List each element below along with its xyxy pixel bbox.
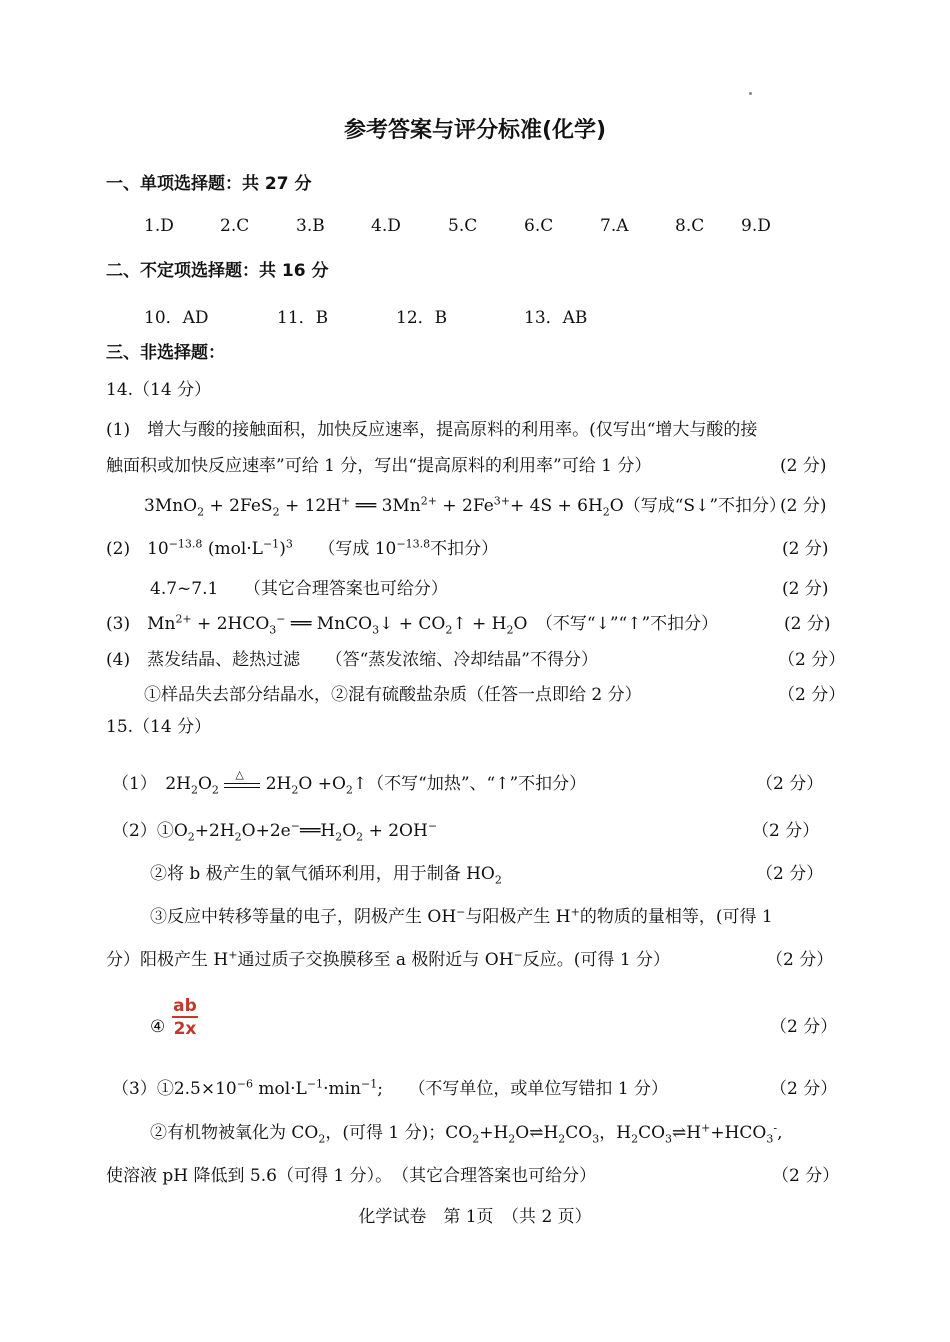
answer-2: 2.C (220, 216, 250, 236)
q15-p2-line3: ③反应中转移等量的电子，阴极产生 OH−与阳极产生 H+的物质的量相等，(可得 1 (150, 905, 773, 927)
q15-p2c-text2: 与阳极产生 H (465, 907, 571, 927)
q14-p2-note2: 不扣分） (430, 539, 499, 559)
q14-eq1-note: （写成“S↓”不扣分） (623, 496, 787, 516)
answer-12: 12．B (396, 308, 448, 328)
q15-p3b-text2: ，(可得 1 分)； (325, 1123, 446, 1143)
q15-p3a-score: （2 分） (770, 1079, 838, 1099)
q14-p4-line1: (4) 蒸发结晶、趁热过滤 （答“蒸发浓缩、冷却结晶”不得分） (106, 650, 598, 670)
section1-heading: 一、单项选择题：共 27 分 (106, 174, 312, 194)
answer-11: 11．B (277, 308, 329, 328)
q14-p3-score: (2 分) (784, 614, 831, 634)
q14-heading: 14.（14 分） (106, 380, 212, 400)
q15-p3b-text1: ②有机物被氧化为 CO (150, 1123, 319, 1143)
q15-p2d-text2: 通过质子交换膜移至 a 极附近与 OH (237, 950, 514, 970)
q15-p3-line3: 使溶液 pH 降低到 5.6（可得 1 分）。 （其它合理答案也可给分） (106, 1166, 597, 1186)
answer-9: 9.D (741, 216, 771, 236)
section2-heading: 二、不定项选择题：共 16 分 (106, 261, 329, 281)
q14-p2-score: (2 分) (782, 539, 829, 559)
fraction-ab-over-2x (172, 996, 198, 1040)
answer-3: 3.B (296, 216, 325, 236)
q15-p3-line1: $(3)①2.5\times 10^{-6}$ $mol\cdot L^{-1}\cdot\min^{-1}$; （不写单位，或单位写错扣 1 分） (112, 1077, 669, 1099)
heat-arrow-icon: △ (224, 778, 260, 792)
stray-dot (749, 92, 752, 95)
q15-p2d-text1: 分）阳极产生 H (106, 950, 229, 970)
page-title: 参考答案与评分标准(化学) (343, 118, 607, 143)
q14-p4-line2: ①样品失去部分结晶水，②混有硫酸盐杂质（任答一点即给 2 分） (144, 685, 642, 705)
q15-p2b-score: （2 分） (756, 864, 824, 884)
q15-p2b-text: ②将 b 极产生的氧气循环利用，用于制备 H (150, 864, 481, 884)
q15-p2-line4: 分）阳极产生 H+通过质子交换膜移至 a 极附近与 OH−反应。(可得 1 分） (106, 948, 671, 970)
q15-p2d-score: （2 分） (766, 950, 834, 970)
q14-eq1-score: (2 分) (780, 496, 827, 516)
q15-p3c-score: （2 分） (772, 1166, 840, 1186)
answer-4: 4.D (371, 216, 401, 236)
fraction-denominator: 2x (173, 1019, 197, 1039)
section3-heading: 三、非选择题： (106, 343, 225, 363)
q15-p3-line2: ②有机物被氧化为 $CO_2$，(可得 1 分)；$CO_2+H_2O\rightleftharpoons H_2CO_3$，$H_2CO_3\rightleftharpoons H^++HCO_3^-$, (150, 1121, 783, 1146)
fraction-numerator: ab (173, 996, 197, 1016)
q15-p2a-score: （2 分） (752, 821, 820, 841)
q15-p2c-text3: 的物质的量相等，(可得 1 (579, 907, 773, 927)
q14-p2-line2: 4.7~7.1 （其它合理答案也可给分） (150, 579, 448, 599)
q14-p1-score: (2 分) (780, 456, 827, 476)
q15-p1-note: （不写“加热”、“↑”不扣分） (367, 774, 587, 794)
q15-p2d-text3: 反应。(可得 1 分） (522, 950, 671, 970)
q15-p1-score: （2 分） (756, 774, 824, 794)
q14-p2-note: （写成 10 (326, 539, 397, 559)
q15-p2-line2: ②将 b 极产生的氧气循环利用，用于制备 $HO_2$ (150, 864, 502, 887)
q14-p1-line2: 触面积或加快反应速率”可给 1 分，写出“提高原料的利用率”可给 1 分） (106, 456, 652, 476)
answer-6: 6.C (524, 216, 554, 236)
page-footer: 化学试卷 第 1页 （共 2 页） (358, 1207, 592, 1227)
q14-p2-line1: (2) $10^{-13.8}$ $(mol\cdot L^{-1})^3$ （写成 $10^{-13.8}$不扣分） (106, 537, 499, 559)
q15-p3a-note: （不写单位，或单位写错扣 1 分） (416, 1079, 669, 1099)
q15-p1-line: （1） $2H_2O_2$ △ $2H_2O$ $+O_2↑$（不写“加热”、“↑”不扣分） (112, 767, 587, 797)
q14-equation-1: 3MnO$_2$ + 2FeS$_2$ + 12H+ ══ $3Mn^{2+} + 2Fe^{3+}+ 4S + 6H_2O$（写成“S↓”不扣分） (144, 494, 787, 519)
q15-p2e-score: （2 分） (770, 1017, 838, 1037)
answer-1: 1.D (144, 216, 174, 236)
answer-5: 5.C (448, 216, 478, 236)
answer-7: 7.A (600, 216, 629, 236)
answer-8: 8.C (675, 216, 705, 236)
q15-p2c-text1: ③反应中转移等量的电子，阴极产生 OH (150, 907, 457, 927)
q14-p4-score: （2 分） (778, 650, 846, 670)
answer-13: 13．AB (524, 308, 588, 328)
q14-p3-note: （不写“↓”“↑”不扣分） (544, 614, 719, 634)
q15-p2-line1: $(2)①O_2+2H_2O+2e^-══H_2O_2 + 2OH^-$ (112, 819, 438, 844)
q14-p3-line: (3) $Mn^{2+} + 2HCO_3^-$ ══ MnCO$_3$↓ + $CO_2↑ + H_2O$ （不写“↓”“↑”不扣分） (106, 612, 719, 637)
circled-4: ④ (150, 1017, 166, 1037)
q14-p4b-score: （2 分） (778, 685, 846, 705)
q14-p1-line1: (1) 增大与酸的接触面积，加快反应速率，提高原料的利用率。(仅写出“增大与酸的接 (106, 420, 758, 440)
q14-p2b-score: (2 分) (782, 579, 829, 599)
answer-10: 10．AD (144, 308, 209, 328)
q15-heading: 15.（14 分） (106, 717, 212, 737)
